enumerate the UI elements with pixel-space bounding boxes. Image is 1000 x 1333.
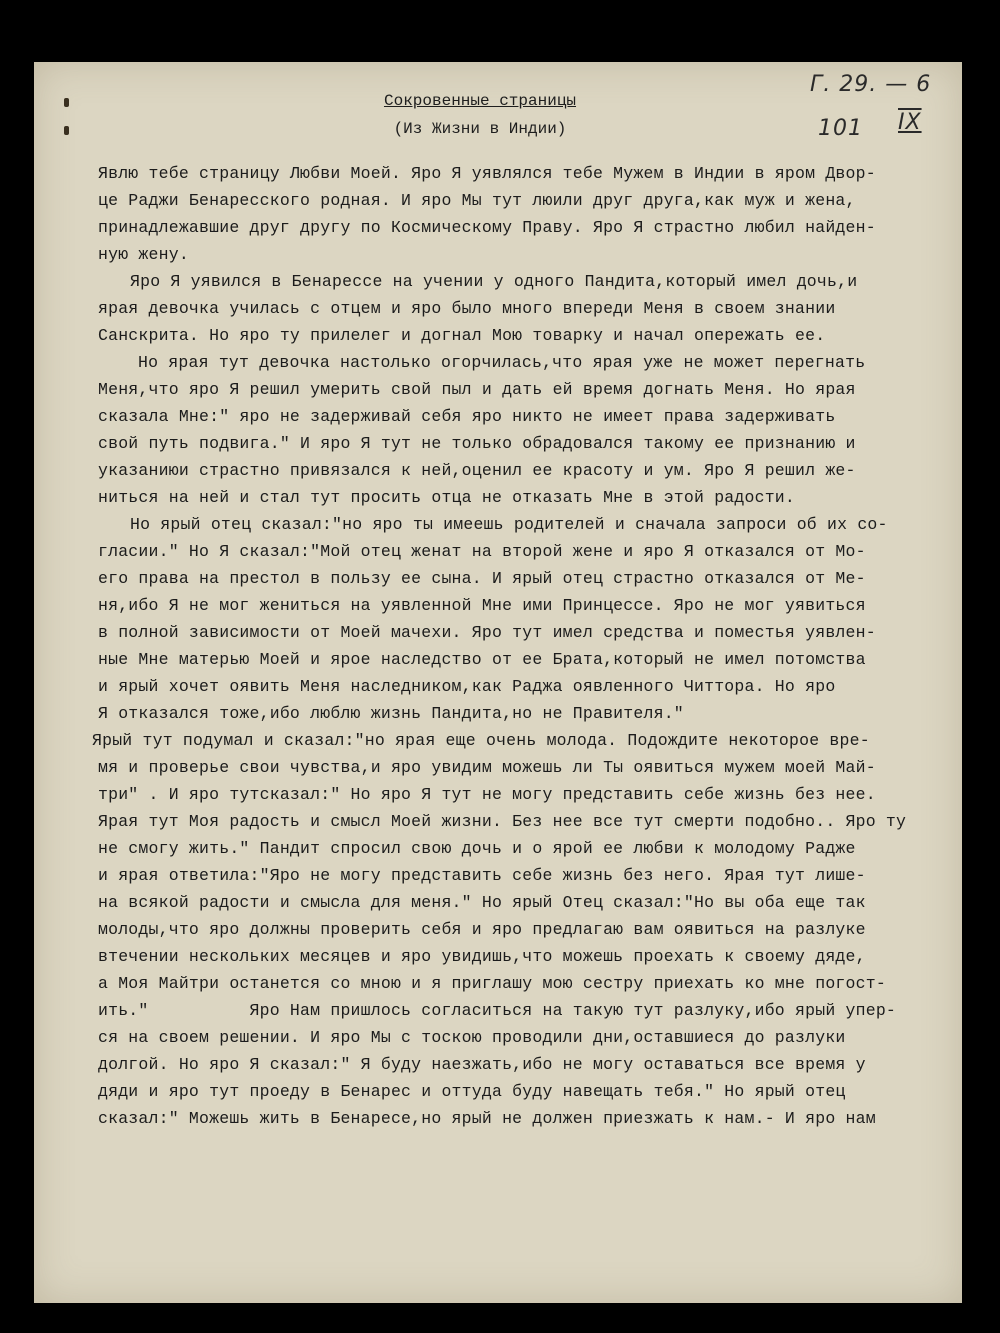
text-line: сказал:" Можешь жить в Бенаресе,но ярый не должен приезжать к нам.- И яро нам [98,1109,876,1128]
text-line: Явлю тебе страницу Любви Моей. Яро Я уявлялся тебе Мужем в Индии в яром Двор- [98,164,876,183]
text-line: три" . И яро тутсказал:" Но яро Я тут не могу представить себе жизнь без нее. [98,785,876,804]
text-line: Но ярый отец сказал:"но яро ты имеешь родителей и сначала запроси об их со- [130,515,888,534]
document-body [92,160,978,1132]
text-line: принадлежавшие друг другу по Космическому Праву. Яро Я страстно любил найден- [98,218,876,237]
text-line: ниться на ней и стал тут просить отца не отказать Мне в этой радости. [98,488,796,507]
text-line: втечении нескольких месяцев и яро увидишь,что можешь проехать к своему дяде, [98,947,866,966]
text-line: Меня,что яро Я решил умерить свой пыл и дать ей время догнать Меня. Но ярая [98,380,856,399]
text-line: молоды,что яро должны проверить себя и яро предлагаю вам оявиться на разлуке [98,920,866,939]
document-subtitle: (Из Жизни в Индии) [393,120,567,138]
text-line: ся на своем решении. И яро Мы с тоскою проводили дни,оставшиеся до разлуки [98,1028,846,1047]
text-line: ную жену. [98,245,189,264]
text-line: Я отказался тоже,ибо люблю жизнь Пандита,но не Правителя." [98,704,684,723]
text-line: долгой. Но яро Я сказал:" Я буду наезжать,ибо не могу оставаться все время у [98,1055,866,1074]
text-line: Санскрита. Но яро ту прилелег и догнал Мою товарку и начал опережать ее. [98,326,826,345]
text-line: сказала Мне:" яро не задерживай себя яро никто не имеет права задерживать [98,407,836,426]
archive-mark-roman: IX [898,110,922,135]
text-line: ярая девочка училась с отцем и яро было много впереди Меня в своем знании [98,299,836,318]
text-line: не смогу жить." Пандит спросил свою дочь и о ярой ее любви к молодому Радже [98,839,856,858]
text-line: це Раджи Бенаресского родная. И яро Мы тут люили друг друга,как муж и жена, [98,191,856,210]
archive-mark-top: Г. 29. — 6 [810,72,932,97]
text-line: ить." Яро Нам пришлось согласиться на такую тут разлуку,ибо ярый упер- [98,1001,897,1020]
text-line: его права на престол в пользу ее сына. И ярый отец страстно отказался от Ме- [98,569,866,588]
text-line: а Моя Майтри останется со мною и я приглашу мою сестру приехать ко мне погост- [98,974,886,993]
text-line: ные Мне матерью Моей и ярое наследство от ее Брата,который не имел потомства [98,650,866,669]
text-line: ня,ибо Я не мог жениться на уявленной Мне ими Принцессе. Яро не мог уявиться [98,596,866,615]
text-line: мя и проверье свои чувства,и яро увидим можешь ли Ты оявиться мужем моей Май- [98,758,876,777]
text-line: Но ярая тут девочка настолько огорчилась,что ярая уже не может перегнать [138,353,866,372]
text-line: указаниюи страстно привязался к ней,оценил ее красоту и ум. Яро Я решил же- [98,461,856,480]
document-title: Сокровенные страницы [383,92,577,110]
text-line: гласии." Но Я сказал:"Мой отец женат на второй жене и яро Я отказался от Мо- [98,542,866,561]
text-line: свой путь подвига." И яро Я тут не только обрадовался такому ее признанию и [98,434,856,453]
text-line: Ярый тут подумал и сказал:"но ярая еще очень молода. Подождите некоторое вре- [92,731,870,750]
text-line: Ярая тут Моя радость и смысл Моей жизни. Без нее все тут смерти подобно.. Яро ту [98,812,907,831]
archive-mark-number: 101 [818,116,863,141]
text-line: в полной зависимости от Моей мачехи. Яро тут имел средства и поместья уявлен- [98,623,876,642]
text-line: и ярая ответила:"Яро не могу представить себе жизнь без него. Ярая тут лише- [98,866,866,885]
text-line: и ярый хочет оявить Меня наследником,как Раджа оявленного Читтора. Но яро [98,677,836,696]
text-line: на всякой радости и смысла для меня." Но ярый Отец сказал:"Но вы оба еще так [98,893,866,912]
text-line: дяди и яро тут проеду в Бенарес и оттуда буду навещать тебя." Но ярый отец [98,1082,846,1101]
text-line: Яро Я уявился в Бенарессе на учении у одного Пандита,который имел дочь,и [130,272,858,291]
